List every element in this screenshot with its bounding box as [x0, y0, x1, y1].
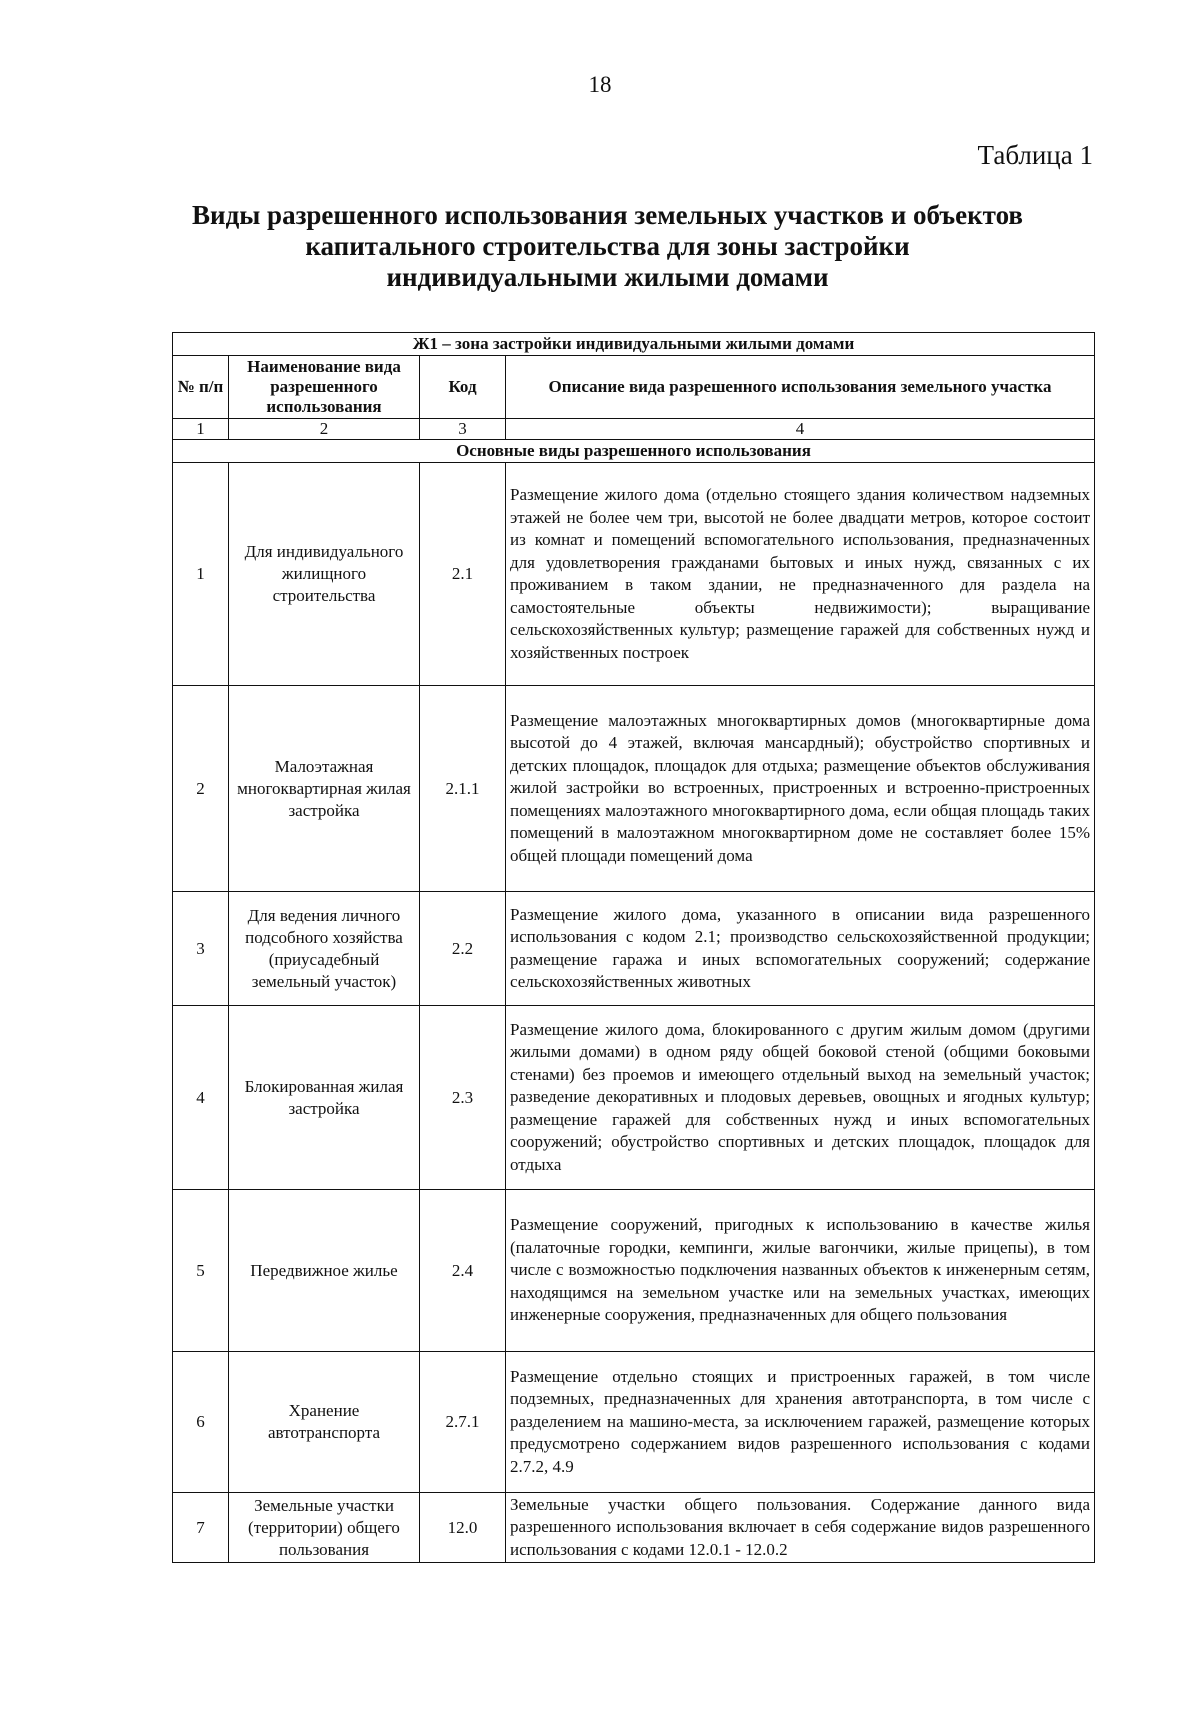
title-line: Виды разрешенного использования земельных участков и объектов	[192, 200, 1023, 230]
column-number: 2	[229, 419, 420, 440]
title-line: индивидуальными жилыми домами	[386, 262, 829, 292]
use-description: Земельные участки общего пользования. Содержание данного вида разрешенного использования включает в себя содержание видов разрешенного использования с кодами 12.0.1 - 12.0.2	[506, 1493, 1095, 1563]
column-header-number: № п/п	[173, 356, 229, 419]
column-header-name: Наименование вида разрешенного использования	[229, 356, 420, 419]
zone-header-row	[173, 333, 1095, 356]
table-row	[173, 1190, 1095, 1352]
column-number: 3	[420, 419, 506, 440]
land-use-table	[172, 332, 1095, 1563]
table-label: Таблица 1	[977, 140, 1093, 170]
row-number: 4	[173, 1006, 229, 1190]
column-header-code: Код	[420, 356, 506, 419]
column-number: 1	[173, 419, 229, 440]
use-code: 2.1	[420, 463, 506, 686]
use-code: 2.2	[420, 892, 506, 1006]
table-row	[173, 1493, 1095, 1563]
column-header-description: Описание вида разрешенного использования земельного участка	[506, 356, 1095, 419]
row-number: 3	[173, 892, 229, 1006]
column-number: 4	[506, 419, 1095, 440]
use-description: Размещение жилого дома, указанного в описании вида разрешенного использования с кодом 2.1; производство сельскохозяйственной продукции; размещение гаража и иных вспомогательных сооружений; содержание сельскохозяйственных животных	[506, 892, 1095, 1006]
use-name: Передвижное жилье	[229, 1190, 420, 1352]
title-line: капитального строительства для зоны застройки	[305, 231, 910, 261]
use-description: Размещение малоэтажных многоквартирных домов (многоквартирные дома высотой до 4 этажей, включая мансардный); обустройство спортивных и детских площадок, площадок для отдыха; размещение объектов обслуживания жилой застройки во встроенных, пристроенных и встроенно-пристроенных помещениях малоэтажного многоквартирного дома, если общая площадь таких помещений в малоэтажном многоквартирном доме не составляет более 15% общей площади помещений дома	[506, 686, 1095, 892]
section-title: Основные виды разрешенного использования	[173, 440, 1095, 463]
use-code: 2.3	[420, 1006, 506, 1190]
use-name: Для индивидуального жилищного строительства	[229, 463, 420, 686]
use-name: Малоэтажная многоквартирная жилая застройка	[229, 686, 420, 892]
row-number: 5	[173, 1190, 229, 1352]
row-number: 1	[173, 463, 229, 686]
use-name: Хранение автотранспорта	[229, 1352, 420, 1493]
row-number: 6	[173, 1352, 229, 1493]
table-row	[173, 892, 1095, 1006]
document-title	[150, 200, 1065, 293]
use-description: Размещение отдельно стоящих и пристроенных гаражей, в том числе подземных, предназначенных для хранения автотранспорта, в том числе с разделением на машино-места, за исключением гаражей, размещение которых предусмотрено содержанием видов разрешенного использования с кодами 2.7.2, 4.9	[506, 1352, 1095, 1493]
use-description: Размещение жилого дома (отдельно стоящего здания количеством надземных этажей не более чем три, высотой не более двадцати метров, которое состоит из комнат и помещений вспомогательного использования, предназначенных для удовлетворения гражданами бытовых и иных нужд, связанных с их проживанием в таком здании, не предназначенного для раздела на самостоятельные объекты недвижимости); выращивание сельскохозяйственных культур; размещение гаражей для собственных нужд и хозяйственных построек	[506, 463, 1095, 686]
use-name: Земельные участки (территории) общего пользования	[229, 1493, 420, 1563]
column-header-row	[173, 356, 1095, 419]
use-description: Размещение жилого дома, блокированного с другим жилым домом (другими жилыми домами) в одном ряду общей боковой стеной (общими боковыми стенами) без проемов и имеющего отдельный выход на земельный участок; разведение декоративных и плодовых деревьев, овощных и ягодных культур; размещение гаражей для собственных нужд и иных вспомогательных сооружений; обустройство спортивных и детских площадок, площадок для отдыха	[506, 1006, 1095, 1190]
page-number: 18	[588, 72, 612, 97]
use-code: 2.1.1	[420, 686, 506, 892]
table-row	[173, 686, 1095, 892]
column-number-row	[173, 419, 1095, 440]
row-number: 2	[173, 686, 229, 892]
table-row	[173, 463, 1095, 686]
table-row	[173, 1352, 1095, 1493]
row-number: 7	[173, 1493, 229, 1563]
zone-header: Ж1 – зона застройки индивидуальными жилыми домами	[173, 333, 1095, 356]
use-description: Размещение сооружений, пригодных к использованию в качестве жилья (палаточные городки, кемпинги, жилые вагончики, жилые прицепы), в том числе с возможностью подключения названных объектов к инженерным сетям, находящимся на земельном участке или на земельных участках, имеющих инженерные сооружения, предназначенных для общего пользования	[506, 1190, 1095, 1352]
use-name: Блокированная жилая застройка	[229, 1006, 420, 1190]
use-code: 2.4	[420, 1190, 506, 1352]
use-code: 12.0	[420, 1493, 506, 1563]
table-row	[173, 1006, 1095, 1190]
use-name: Для ведения личного подсобного хозяйства (приусадебный земельный участок)	[229, 892, 420, 1006]
section-row	[173, 440, 1095, 463]
use-code: 2.7.1	[420, 1352, 506, 1493]
